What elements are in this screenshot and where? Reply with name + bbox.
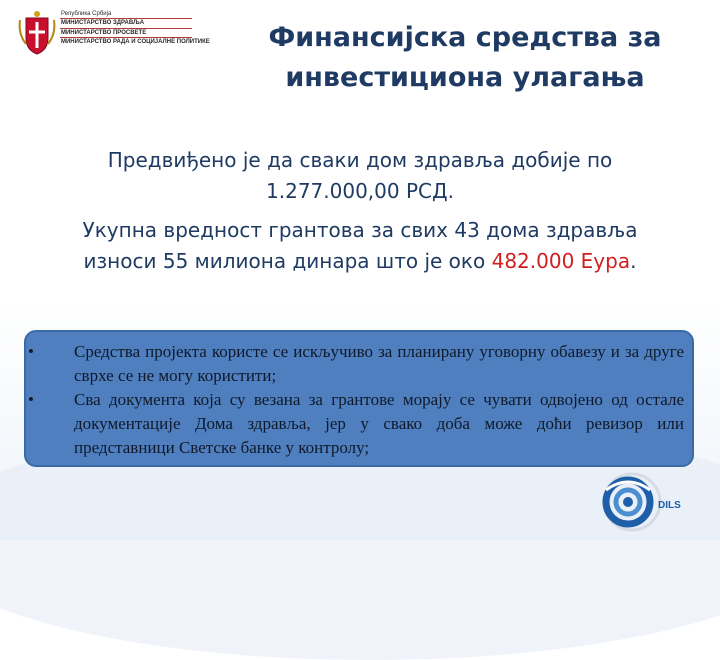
page-title <box>235 18 695 98</box>
paragraph-line: Укупна вредност грантова за свих 43 дома здравља <box>82 218 638 242</box>
paragraph-text: . <box>630 249 637 273</box>
logo-text <box>60 10 210 47</box>
list-item <box>24 340 688 388</box>
euro-amount-highlight: 482.000 Еура <box>491 249 631 273</box>
paragraph-total <box>20 215 700 277</box>
ministry-logo <box>18 8 210 58</box>
paragraph-allocation <box>20 145 700 207</box>
paragraph-line: Предвиђено је да сваки дом здравља добије по <box>107 148 613 172</box>
logo-line: МИНИСТАРСТВО РАДА И СОЦИЈАЛНЕ ПОЛИТИКЕ <box>61 39 210 46</box>
paragraph-line <box>20 246 700 277</box>
paragraph-line: 1.277.000,00 РСД. <box>266 179 454 203</box>
dils-logo <box>592 468 684 536</box>
list-item <box>24 388 688 460</box>
title-line-1: Финансијска средства за <box>268 22 662 53</box>
bullet-icon: • <box>28 390 34 409</box>
dils-logo-text: DILS <box>658 500 681 511</box>
logo-line: МИНИСТАРСТВО ЗДРАВЉА <box>60 18 192 27</box>
logo-line: Република Србија <box>61 11 112 17</box>
serbian-crest-icon <box>18 10 56 56</box>
notes-list <box>24 340 688 460</box>
logo-line: МИНИСТАРСТВО ПРОСВЕТЕ <box>60 28 192 37</box>
paragraph-text: износи 55 милиона динара што је око <box>83 249 492 273</box>
title-line-2: инвестициона улагања <box>285 62 645 93</box>
list-item-text: Сва документа која су везана за грантове морају се чувати одвојено од остале документације Дома здравља, јер у свако доба може доћи ревизор или представници Светске банке у контролу; <box>74 390 684 457</box>
bullet-icon: • <box>28 342 34 361</box>
list-item-text: Средства пројекта користе се искључиво за планирану уговорну обавезу и за друге сврхе се не могу користити; <box>74 342 684 385</box>
